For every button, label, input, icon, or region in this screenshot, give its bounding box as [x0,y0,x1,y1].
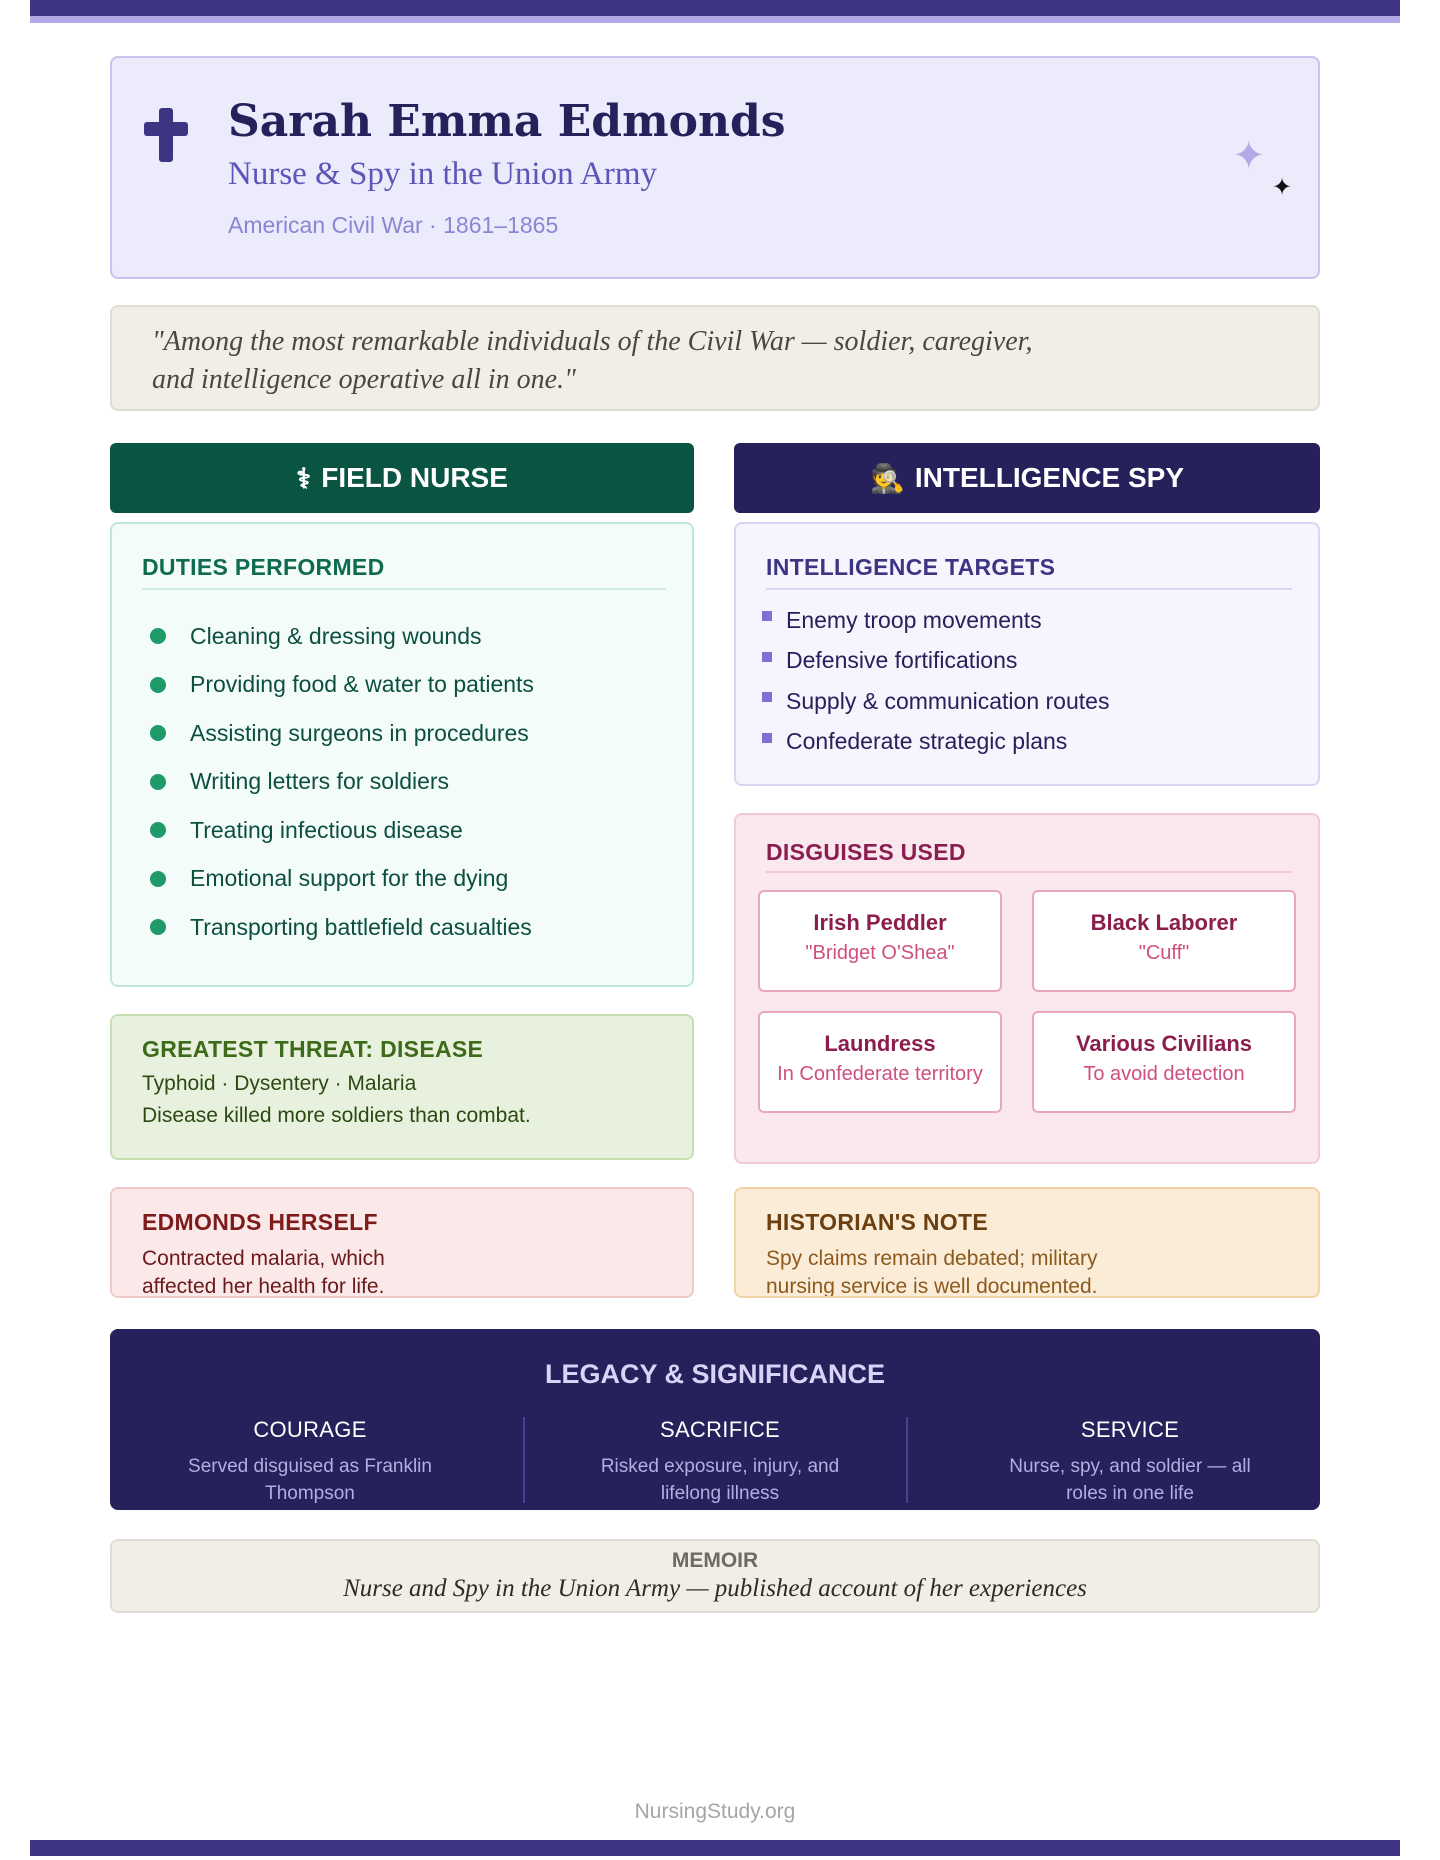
bullet-icon [150,725,166,741]
disguise-note: "Bridget O'Shea" [805,942,955,964]
legacy-title: LEGACY & SIGNIFICANCE [544,1359,886,1389]
targets-list [762,600,1109,762]
legacy-item-service [1000,1417,1260,1507]
bullet-icon [150,871,166,887]
memoir-text: Nurse and Spy in the Union Army — published account of her experiences [343,1575,1087,1602]
targets-title: INTELLIGENCE TARGETS [766,554,1056,580]
duties-title: DUTIES PERFORMED [142,554,385,580]
footer-credit: NursingStudy.org [634,1800,796,1823]
threat-title: GREATEST THREAT: DISEASE [142,1036,484,1062]
disguise-note: "Cuff" [1138,942,1190,964]
legacy-text: Served disguised as Franklin Thompson [188,1456,432,1504]
divider [766,871,1292,873]
legacy-section [110,1329,1320,1510]
detective-icon: 🕵 [869,462,905,494]
list-item: Treating infectious disease [150,806,534,855]
bullet-icon [150,677,166,693]
disguises-card [734,813,1320,1164]
memoir-card [110,1539,1320,1613]
quote-card [110,305,1320,411]
caduceus-icon: ⚕ [296,462,312,494]
list-item: Cleaning & dressing wounds [150,612,534,661]
legacy-heading: SACRIFICE [659,1417,781,1442]
page-title: Sarah Emma Edmonds [228,96,786,147]
disguise-card [758,890,1002,992]
disguises-title: DISGUISES USED [766,839,966,865]
legacy-text: Nurse, spy, and soldier — all roles in one life [1009,1456,1251,1504]
list-item: Writing letters for soldiers [150,758,534,807]
quote-text: "Among the most remarkable individuals of the Civil War — soldier, caregiver, and intelligence operative all in one." [152,326,1033,395]
disguise-card [758,1011,1002,1113]
disguise-name: Irish Peddler [813,910,947,935]
threat-diseases: Typhoid · Dysentery · Malaria [142,1072,417,1095]
divider [766,588,1292,590]
divider [142,588,666,590]
intelligence-targets-card [734,522,1320,786]
herself-text: Contracted malaria, which affected her health for life. [142,1247,385,1298]
disguise-note: To avoid detection [1083,1063,1245,1085]
edmonds-herself-card [110,1187,694,1298]
intelligence-spy-heading [734,443,1320,513]
disguise-card [1032,1011,1296,1113]
legacy-heading: SERVICE [1080,1417,1180,1442]
bullet-icon [150,919,166,935]
field-nurse-heading-label: FIELD NURSE [321,462,508,493]
sparkle-small-icon: ✦ [1272,174,1293,201]
historian-title: HISTORIAN'S NOTE [766,1209,988,1235]
list-item: Enemy troop movements [762,600,1109,641]
disguise-name: Various Civilians [1075,1031,1253,1056]
top-bar [30,0,1400,16]
list-item: Providing food & water to patients [150,661,534,710]
threat-note: Disease killed more soldiers than combat. [142,1104,531,1127]
disguise-note: In Confederate territory [777,1063,983,1085]
disguise-name: Laundress [824,1031,936,1056]
list-item: Defensive fortifications [762,641,1109,682]
legacy-divider [523,1417,525,1503]
greatest-threat-card [110,1014,694,1160]
legacy-text: Risked exposure, injury, and lifelong illness [600,1456,840,1504]
legacy-item-courage [180,1417,440,1507]
list-item: Assisting surgeons in procedures [150,709,534,758]
bottom-bar [30,1840,1400,1856]
disguise-card [1032,890,1296,992]
square-bullet-icon [762,652,772,662]
list-item: Emotional support for the dying [150,855,534,904]
list-item: Transporting battlefield casualties [150,903,534,952]
duties-card [110,522,694,987]
legacy-item-sacrifice [590,1417,850,1507]
historian-text: Spy claims remain debated; military nursing service is well documented. [766,1247,1098,1298]
bullet-icon [150,774,166,790]
square-bullet-icon [762,611,772,621]
legacy-heading: COURAGE [253,1417,367,1442]
historians-note-card [734,1187,1320,1298]
list-item: Supply & communication routes [762,681,1109,722]
disguise-name: Black Laborer [1090,910,1238,935]
square-bullet-icon [762,733,772,743]
duties-list [150,612,534,952]
legacy-divider [906,1417,908,1503]
field-nurse-heading [110,443,694,513]
header-card [110,56,1320,279]
bullet-icon [150,822,166,838]
era-label: American Civil War · 1861–1865 [228,212,559,238]
herself-title: EDMONDS HERSELF [142,1209,378,1235]
intelligence-spy-heading-label: INTELLIGENCE SPY [914,462,1185,493]
square-bullet-icon [762,692,772,702]
sparkle-icon: ✦ [1232,134,1266,178]
list-item: Confederate strategic plans [762,722,1109,763]
bullet-icon [150,628,166,644]
page-subtitle: Nurse & Spy in the Union Army [228,156,657,192]
cross-icon [144,108,188,162]
memoir-heading: MEMOIR [671,1549,759,1572]
top-bar-accent [30,16,1400,23]
